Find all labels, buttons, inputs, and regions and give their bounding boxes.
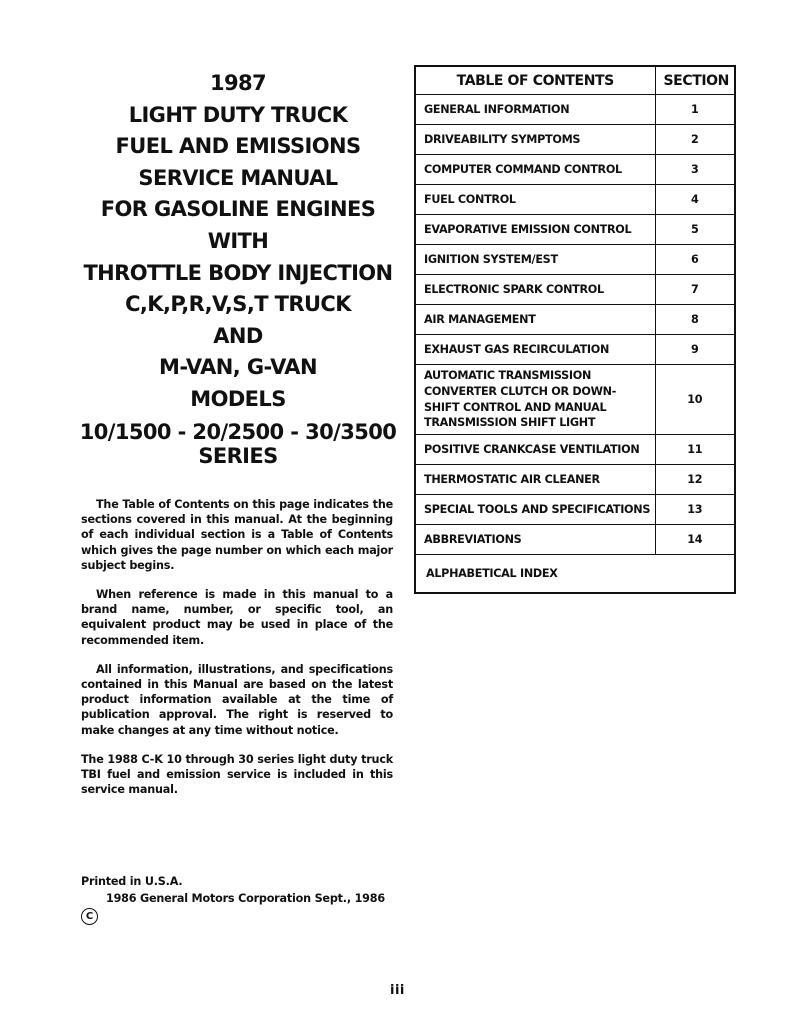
publication-footer xyxy=(81,873,385,925)
toc-row-section: 12 xyxy=(655,465,734,495)
toc-row[interactable] xyxy=(416,95,734,125)
toc-row-section: 11 xyxy=(655,435,734,465)
toc-row-name[interactable]: GENERAL INFORMATION xyxy=(416,95,655,125)
toc-row[interactable] xyxy=(416,125,734,155)
toc-row-name[interactable]: EXHAUST GAS RECIRCULATION xyxy=(416,335,655,365)
title-line: M-VAN, G-VAN xyxy=(159,355,317,380)
toc-row-name[interactable]: IGNITION SYSTEM/EST xyxy=(416,245,655,275)
manual-title xyxy=(60,68,416,468)
toc-index-row[interactable] xyxy=(416,555,734,593)
toc-header-row xyxy=(416,67,734,95)
toc-row-name[interactable]: SPECIAL TOOLS AND SPECIFICATIONS xyxy=(416,495,655,525)
toc-row[interactable] xyxy=(416,275,734,305)
toc-row-section: 10 xyxy=(655,365,734,435)
toc-row[interactable] xyxy=(416,155,734,185)
page-number: iii xyxy=(390,983,405,998)
toc-row[interactable] xyxy=(416,435,734,465)
toc-row-name-line: SHIFT CONTROL AND MANUAL xyxy=(424,400,607,414)
title-line: LIGHT DUTY TRUCK xyxy=(128,102,348,127)
toc-row-section: 1 xyxy=(655,95,734,125)
toc-row-name-multiline[interactable] xyxy=(416,365,655,435)
intro-notes xyxy=(81,497,393,811)
toc-row-name-line: TRANSMISSION SHIFT LIGHT xyxy=(424,416,596,430)
title-line-year: 1987 xyxy=(209,71,267,95)
toc-row-name-line: AUTOMATIC TRANSMISSION xyxy=(424,369,592,383)
title-line: AND xyxy=(213,323,263,348)
title-line: SERVICE MANUAL xyxy=(138,165,338,190)
toc-row-name[interactable]: FUEL CONTROL xyxy=(416,185,655,215)
title-line-series: SERIES xyxy=(198,443,278,468)
toc-row-section: 4 xyxy=(655,185,734,215)
copyright-icon: C xyxy=(81,908,98,925)
toc-row-section: 3 xyxy=(655,155,734,185)
title-line: WITH xyxy=(207,228,269,253)
table-of-contents xyxy=(414,65,736,594)
note-paragraph: All information, illustrations, and specifications contained in this Manual are based on the latest product information available at the time of publication approval. The right is reserved to make changes at any time without notice. xyxy=(81,662,393,737)
toc-row-name[interactable]: COMPUTER COMMAND CONTROL xyxy=(416,155,655,185)
toc-row[interactable] xyxy=(416,495,734,525)
toc-row-name[interactable]: ABBREVIATIONS xyxy=(416,525,655,555)
title-line: FOR GASOLINE ENGINES xyxy=(100,197,376,222)
toc-row-section: 2 xyxy=(655,125,734,155)
toc-row[interactable] xyxy=(416,465,734,495)
toc-row[interactable] xyxy=(416,525,734,555)
toc-row[interactable] xyxy=(416,305,734,335)
toc-row-section: 5 xyxy=(655,215,734,245)
toc-row-section: 8 xyxy=(655,305,734,335)
toc-row-name[interactable]: POSITIVE CRANKCASE VENTILATION xyxy=(416,435,655,465)
title-line: C,K,P,R,V,S,T TRUCK xyxy=(125,292,351,317)
toc-row-section: 6 xyxy=(655,245,734,275)
toc-alphabetical-index[interactable]: ALPHABETICAL INDEX xyxy=(416,555,734,593)
toc-row-name[interactable]: DRIVEABILITY SYMPTOMS xyxy=(416,125,655,155)
toc-row[interactable] xyxy=(416,335,734,365)
title-line: FUEL AND EMISSIONS xyxy=(115,134,361,159)
title-line: THROTTLE BODY INJECTION xyxy=(83,260,393,285)
toc-row-section: 7 xyxy=(655,275,734,305)
toc-row-section: 14 xyxy=(655,525,734,555)
copyright-line: 1986 General Motors Corporation Sept., 1986 xyxy=(106,892,385,905)
note-paragraph: The 1988 C-K 10 through 30 series light duty truck TBI fuel and emission service is included in this service manual. xyxy=(81,752,393,797)
toc-row[interactable] xyxy=(416,365,734,435)
title-line: MODELS xyxy=(190,386,286,411)
toc-row-name[interactable]: THERMOSTATIC AIR CLEANER xyxy=(416,465,655,495)
title-line-series-numbers: 10/1500 - 20/2500 - 30/3500 xyxy=(79,419,397,444)
toc-row[interactable] xyxy=(416,245,734,275)
toc-header-section: SECTION xyxy=(655,67,734,95)
toc-row[interactable] xyxy=(416,185,734,215)
toc-row[interactable] xyxy=(416,215,734,245)
note-paragraph: The Table of Contents on this page indicates the sections covered in this manual. At the beginning of each individual section is a Table of Contents which gives the page number on which each major subject begins. xyxy=(81,498,393,572)
toc-row-name[interactable]: EVAPORATIVE EMISSION CONTROL xyxy=(416,215,655,245)
toc-row-name[interactable]: ELECTRONIC SPARK CONTROL xyxy=(416,275,655,305)
toc-header-title: TABLE OF CONTENTS xyxy=(416,67,655,95)
toc-row-section: 13 xyxy=(655,495,734,525)
toc-row-name[interactable]: AIR MANAGEMENT xyxy=(416,305,655,335)
note-paragraph: When reference is made in this manual to a brand name, number, or specific tool, an equivalent product may be used in place of the recommended item. xyxy=(81,588,393,647)
printed-in: Printed in U.S.A. xyxy=(81,875,183,888)
toc-row-name-line: CONVERTER CLUTCH OR DOWN- xyxy=(424,384,617,398)
toc-row-section: 9 xyxy=(655,335,734,365)
